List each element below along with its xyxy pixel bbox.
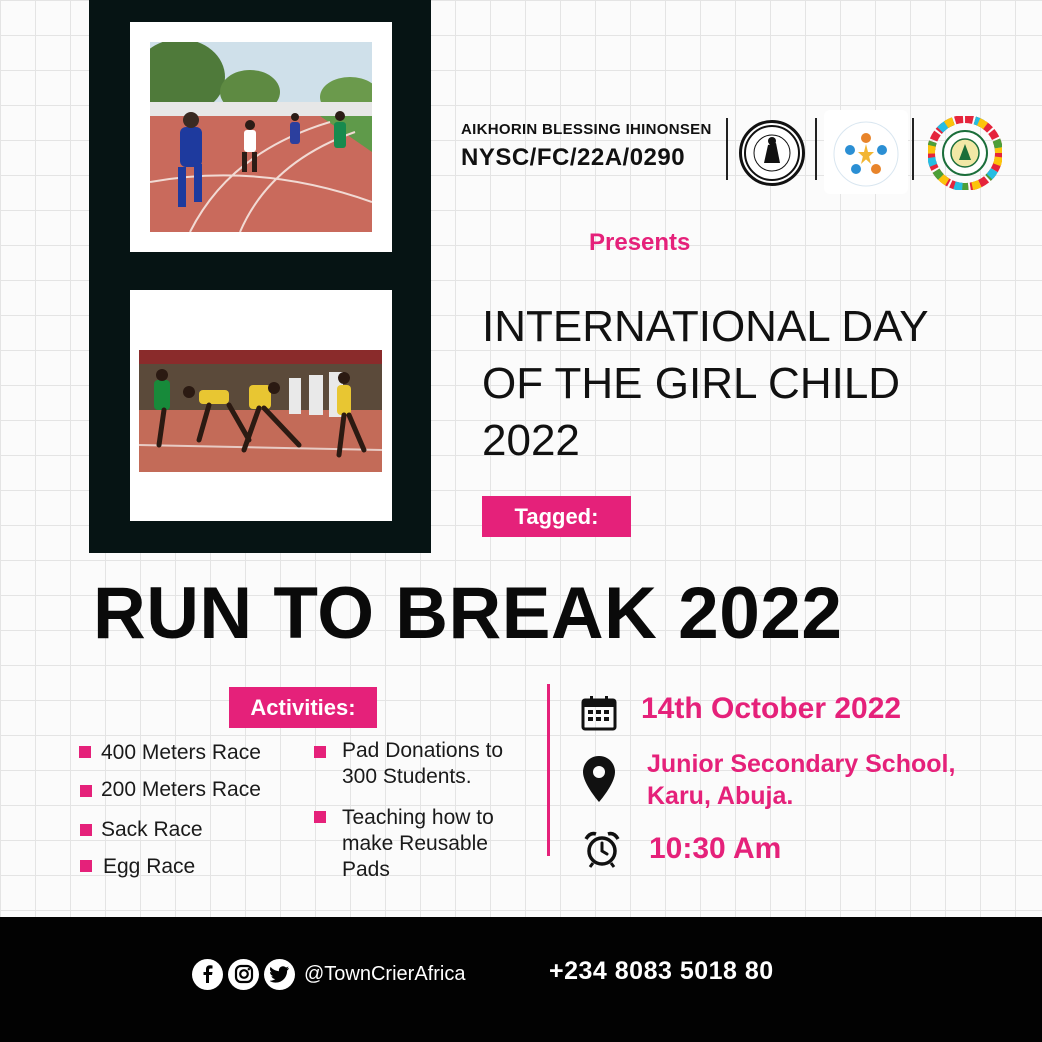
activity-line: Pads <box>342 858 390 881</box>
presents-label: Presents <box>589 229 691 256</box>
social-links <box>192 957 465 991</box>
boys-sprint-start-photo <box>139 350 382 472</box>
location-pin-icon <box>581 754 617 809</box>
social-handle[interactable]: @TownCrierAfrica <box>304 962 466 985</box>
activity-item: Sack Race <box>101 818 203 841</box>
activity-line: 300 Students. <box>342 765 472 788</box>
facebook-icon[interactable] <box>192 959 223 990</box>
activity-item: 400 Meters Race <box>101 741 261 764</box>
bullet-icon <box>80 785 92 797</box>
town-crier-logo <box>739 120 805 186</box>
activity-line: make Reusable <box>342 832 488 855</box>
bullet-icon <box>80 860 92 872</box>
headline-line: 2022 <box>482 416 580 465</box>
twitter-icon[interactable] <box>264 959 295 990</box>
organizer-code: NYSC/FC/22A/0290 <box>461 144 686 171</box>
bullet-icon <box>314 746 326 758</box>
bullet-icon <box>314 811 326 823</box>
venue-line: Junior Secondary School, <box>647 750 956 778</box>
activity-item: Egg Race <box>103 855 196 878</box>
calendar-icon <box>581 695 617 736</box>
instagram-icon[interactable] <box>228 959 259 990</box>
headline-line: INTERNATIONAL DAY <box>482 302 929 351</box>
activity-item: 200 Meters Race <box>101 778 261 801</box>
footer-bar <box>0 917 1042 1042</box>
header-divider <box>815 118 817 180</box>
header-divider <box>912 118 914 180</box>
header-divider <box>726 118 728 180</box>
venue-line: Karu, Abuja. <box>647 782 794 810</box>
event-headline <box>482 298 1002 469</box>
activities-badge: Activities: <box>229 687 377 728</box>
alarm-clock-icon <box>583 830 621 873</box>
headline-line: OF THE GIRL CHILD <box>482 359 901 408</box>
event-title: RUN TO BREAK 2022 <box>93 573 843 654</box>
every-child-is-a-star-logo <box>824 110 908 194</box>
activity-line: Teaching how to <box>342 806 494 829</box>
contact-phone[interactable]: +234 8083 5018 80 <box>549 957 774 985</box>
bullet-icon <box>80 824 92 836</box>
activity-item <box>342 738 503 790</box>
activity-item <box>342 805 494 883</box>
column-divider <box>547 684 550 856</box>
event-venue <box>647 748 955 812</box>
organizer-name: AIKHORIN BLESSING IHINONSEN <box>461 121 712 138</box>
girls-running-track-photo <box>150 42 372 232</box>
event-time: 10:30 Am <box>649 832 782 865</box>
bullet-icon <box>79 746 91 758</box>
tagged-badge: Tagged: <box>482 496 631 537</box>
activity-line: Pad Donations to <box>342 739 504 762</box>
event-date: 14th October 2022 <box>641 692 902 725</box>
sdg-nysc-logo <box>928 116 1002 190</box>
